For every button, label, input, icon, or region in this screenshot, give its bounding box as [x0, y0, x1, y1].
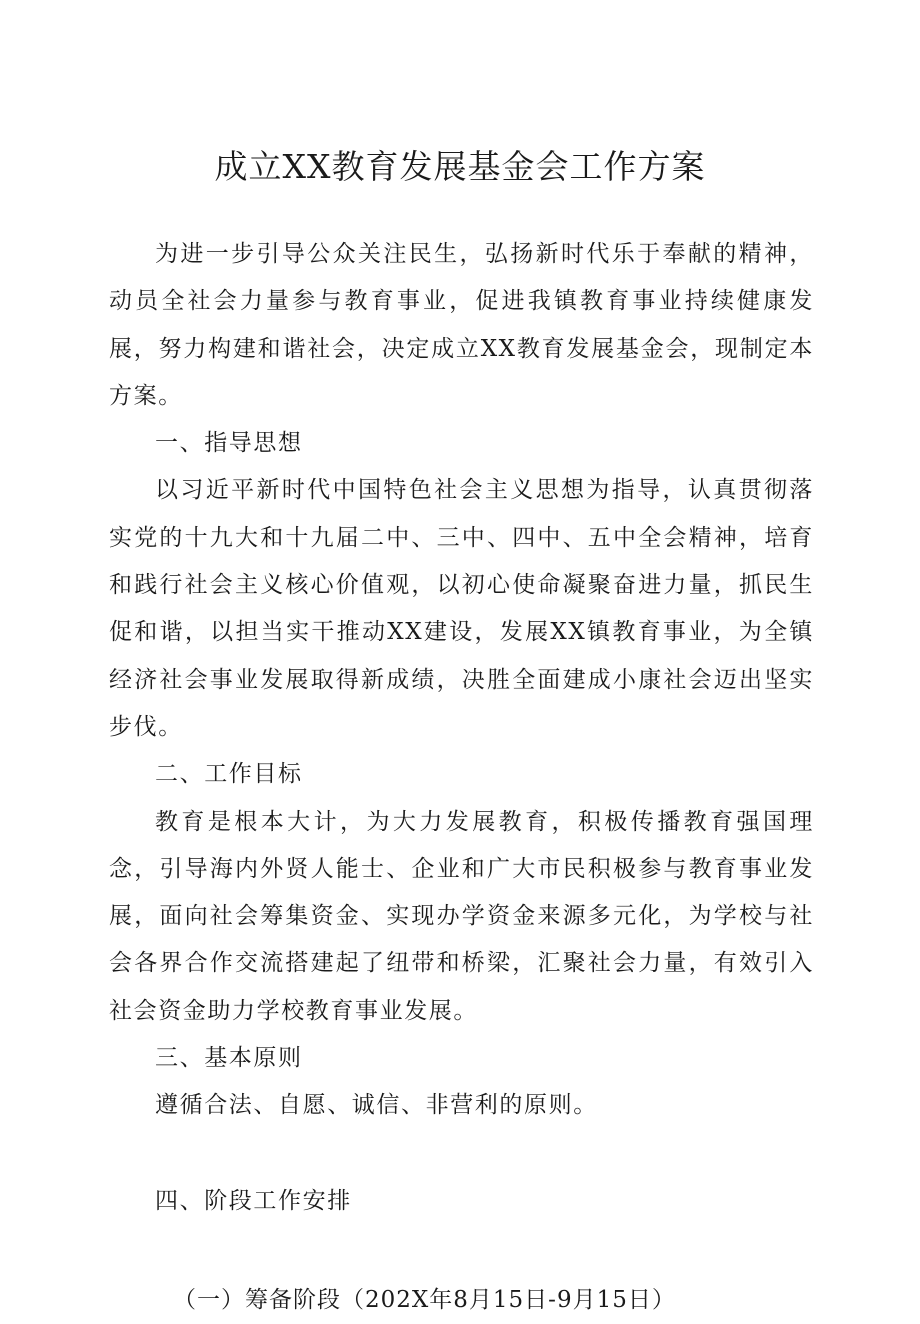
section-heading-stage-arrangement: 四、阶段工作安排 [155, 1187, 352, 1214]
section-body-guiding-ideology: 以习近平新时代中国特色社会主义思想为指导，认真贯彻落实党的十九大和十九届二中、三中、四中、五中全会精神，培育和践行社会主义核心价值观，以初心使命凝聚奋进力量，抓民生促和谐，以担当实干推动XX建设，发展XX镇教育事业，为全镇经济社会事业发展取得新成绩，决胜全面建成小康社会迈出坚实步伐。 [109, 477, 814, 740]
section-heading-work-goals: 二、工作目标 [155, 761, 303, 788]
document-title: 成立XX教育发展基金会工作方案 [214, 147, 706, 186]
section-body-work-goals: 教育是根本大计，为大力发展教育，积极传播教育强国理念，引导海内外贤人能士、企业和广大市民积极参与教育事业发展，面向社会筹集资金、实现办学资金来源多元化，为学校与社会各界合作交流搭建起了纽带和桥梁，汇聚社会力量，有效引入社会资金助力学校教育事业发展。 [109, 808, 814, 1024]
subsection-heading-preparation-stage: （一）筹备阶段（202X年8月15日-9月15日） [173, 1286, 676, 1313]
section-heading-guiding-ideology: 一、指导思想 [155, 430, 303, 457]
section-heading-basic-principles: 三、基本原则 [155, 1045, 303, 1072]
intro-paragraph: 为进一步引导公众关注民生，弘扬新时代乐于奉献的精神，动员全社会力量参与教育事业，促进我镇教育事业持续健康发展，努力构建和谐社会，决定成立XX教育发展基金会，现制定本方案。 [109, 241, 814, 409]
document-body [109, 231, 814, 1324]
section-body-basic-principles: 遵循合法、自愿、诚信、非营利的原则。 [155, 1092, 598, 1119]
